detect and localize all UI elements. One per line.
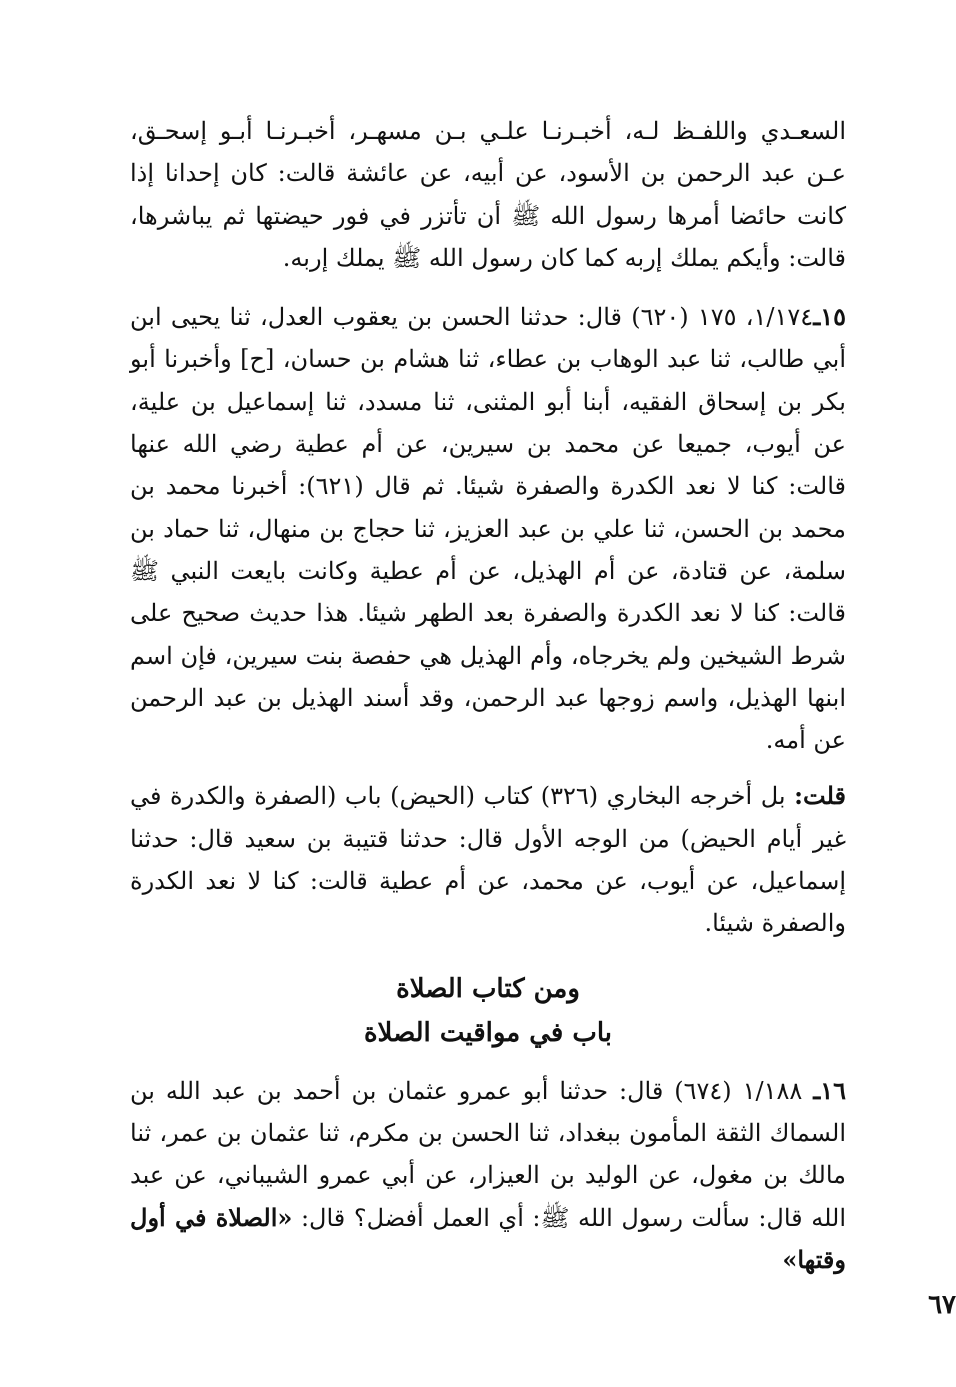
chapter-heading: باب في مواقيت الصلاة [363, 1017, 613, 1048]
commentary-label: قلت: [794, 781, 846, 811]
hadith-quote: «الصلاة في أول وقتها» [130, 1202, 846, 1274]
paragraph-hadith-15 [130, 296, 846, 761]
paragraph-commentary [130, 775, 846, 944]
paragraph-hadith-16 [130, 1070, 846, 1281]
paragraph-text: السعـدي واللفـظ لـه، أخبـرنـا علـي بـن مسهـر، أخبـرنـا أبـو إسحـق، عـن عبد الرحمن بن الأسود، عن أبيه، عن عائشة قالت: كان إحدانا إذا كانت حائضا أمرها رسول الله ﷺ أن تأتزر في فور حيضتها ثم يباشرها، قالت: وأيكم يملك إربه كما كان رسول الله ﷺ يملك إربه. [130, 117, 846, 272]
paragraph-text: بل أخرجه البخاري (٣٢٦) كتاب (الحيض) باب (الصفرة والكدرة في غير أيام الحيض) من الوجه الأول قال: حدثنا قتيبة بن سعيد قال: حدثنا إسماعيل، عن أيوب، عن محمد، عن أم عطية قالت: كنا لا نعد الكدرة والصفرة شيئا. [130, 782, 846, 938]
paragraph-aisha-hadith [130, 110, 846, 279]
paragraph-text: ١/١٨٨ (٦٧٤) قال: حدثنا أبو عمرو عثمان بن أحمد بن عبد الله بن السماك الثقة المأمون ببغداد، ثنا الحسن بن مكرم، ثنا عثمان بن عمر، ثنا مالك بن مغول، عن الوليد بن العيزار، عن أبي عمرو الشيباني، عن عبد الله قال: سألت رسول الله ﷺ: أي العمل أفضل؟ قال: [130, 1076, 846, 1232]
section-headings [130, 967, 846, 1055]
book-heading: ومن كتاب الصلاة [396, 973, 580, 1004]
hadith-number: ١٦ـ [813, 1075, 847, 1105]
page-number: ٦٧ [928, 1290, 956, 1320]
paragraph-text: ١/١٧٤، ١٧٥ (٦٢٠) قال: حدثنا الحسن بن يعقوب العدل، ثنا يحيى ابن أبي طالب، ثنا عبد الوهاب بن عطاء، ثنا هشام بن حسان، [ح] وأخبرنا أبو بكر بن إسحاق الفقيه، أبنا أبو المثنى، ثنا مسدد، ثنا إسماعيل بن علية، عن أيوب، جميعا عن محمد بن سيرين، عن أم عطية رضي الله عنها قالت: كنا لا نعد الكدرة والصفرة شيئا. ثم قال (٦٢١): أخبرنا محمد بن محمد بن الحسن، ثنا علي بن عبد العزيز، ثنا حجاج بن منهال، ثنا حماد بن سلمة، عن قتادة، عن أم الهذيل، عن أم عطية وكانت بايعت النبي ﷺ قالت: كنا لا نعد الكدرة والصفرة بعد الطهر شيئا. هذا حديث صحيح على شرط الشيخين ولم يخرجاه، وأم الهذيل هي حفصة بنت سيرين، فإن اسم ابنها الهذيل، واسم زوجها عبد الرحمن، وقد أسند الهذيل بن عبد الرحمن عن أمه. [130, 303, 846, 755]
hadith-number: ١٥ـ [813, 302, 846, 332]
